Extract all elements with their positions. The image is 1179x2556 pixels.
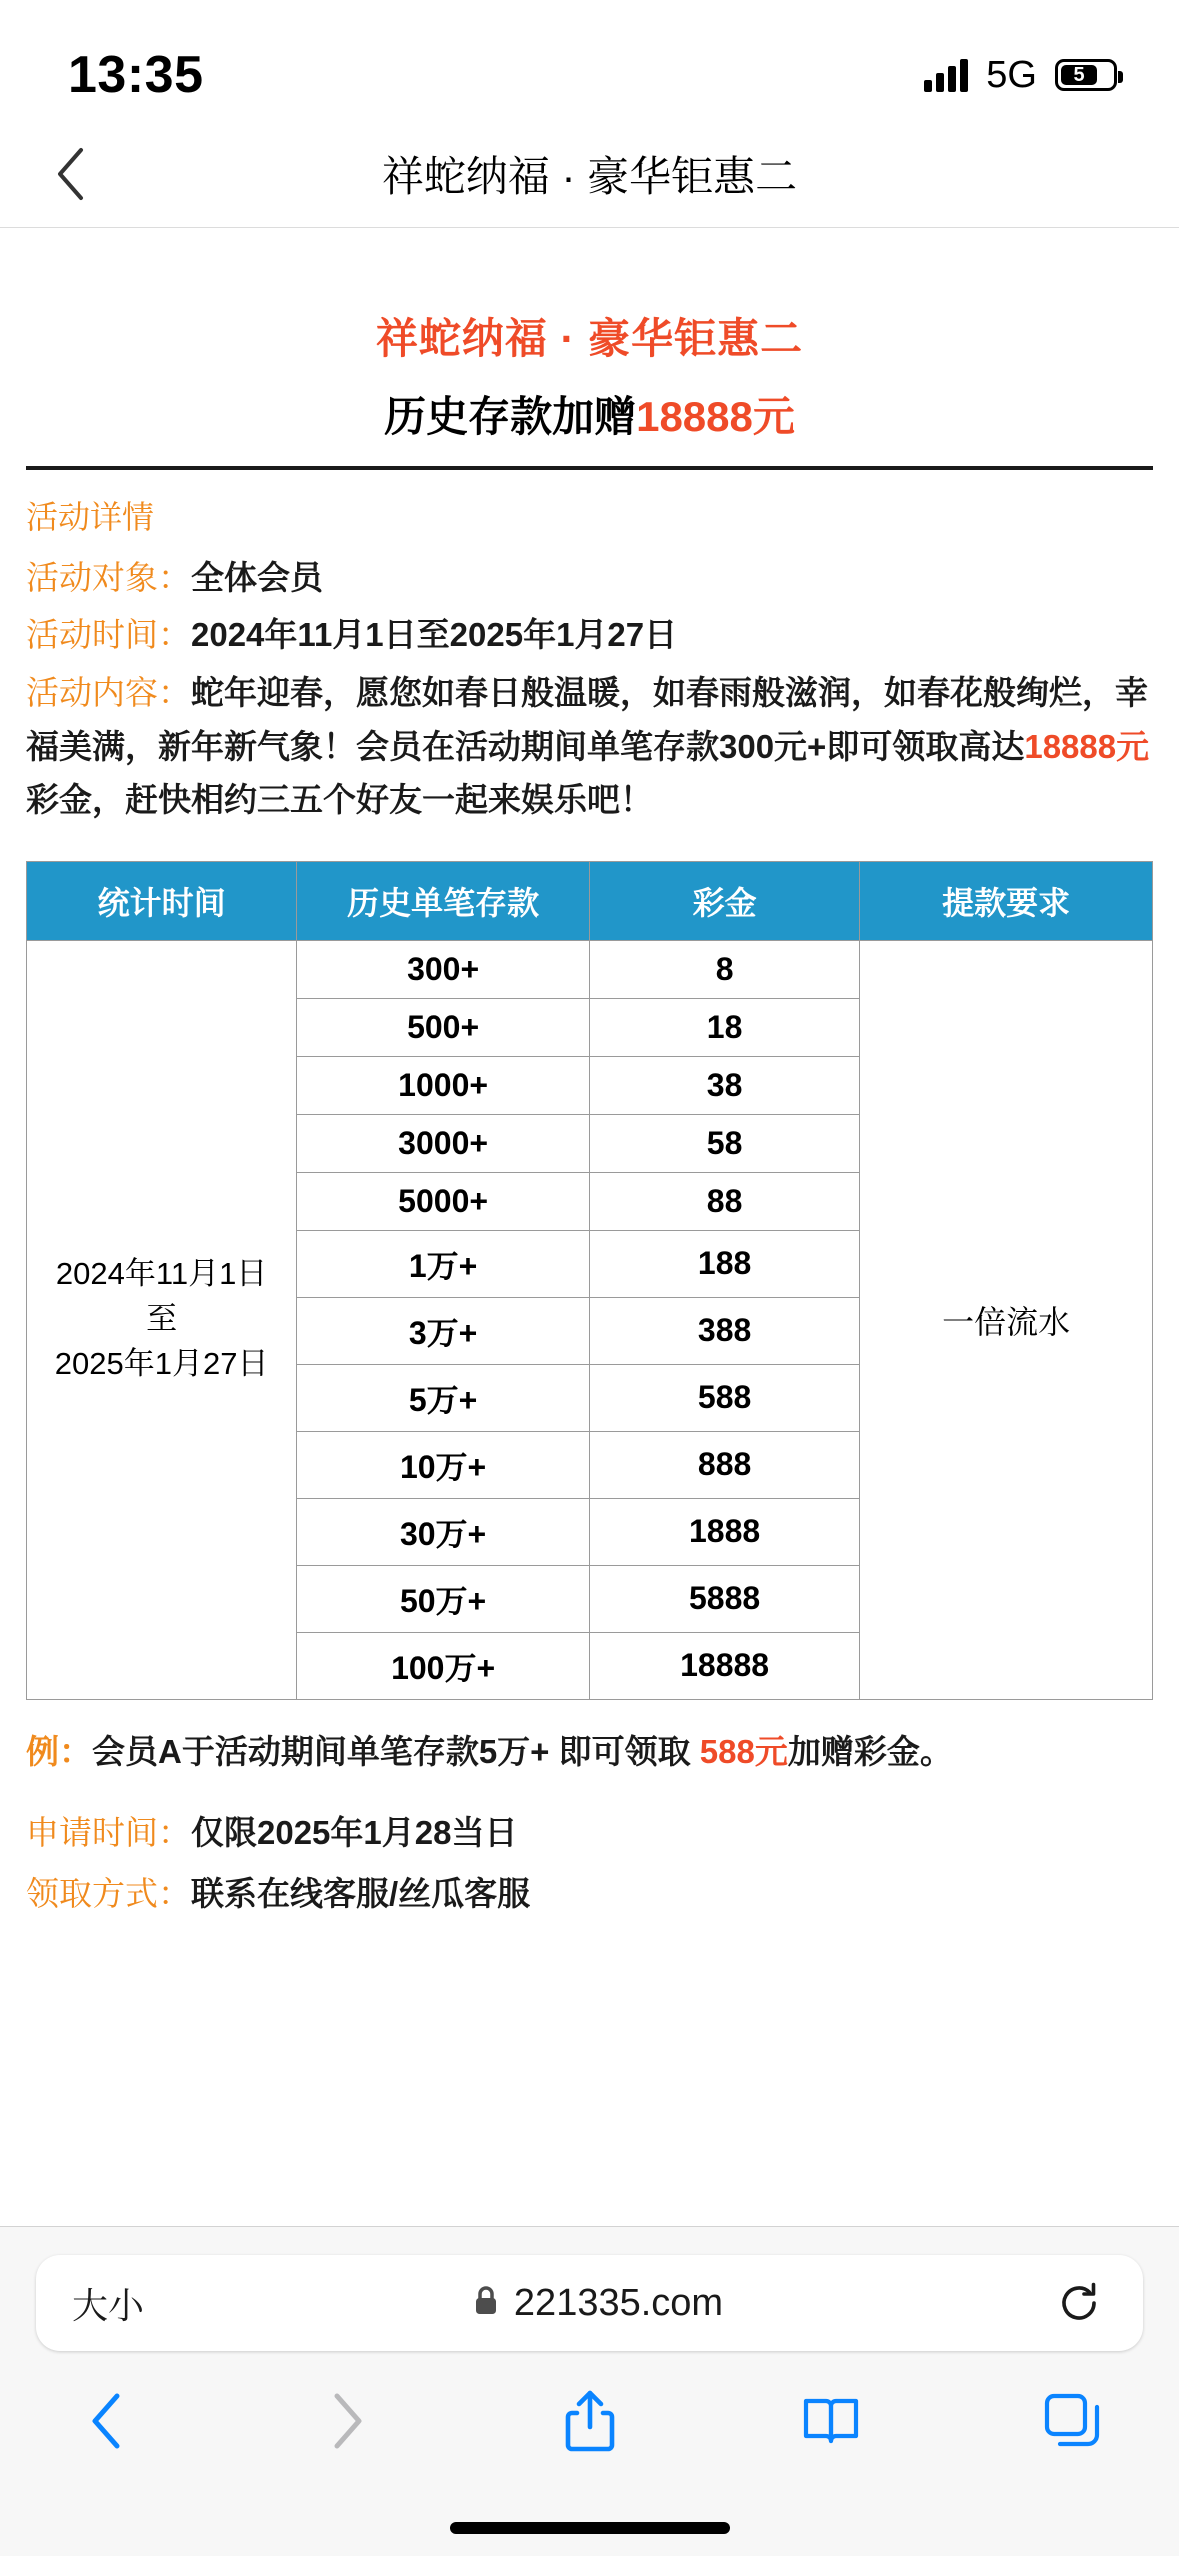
- address-bar-center[interactable]: [144, 2282, 1051, 2325]
- period-line-3: 2025年1月27日: [54, 1346, 269, 1382]
- table-cell-deposit: 100万+: [297, 1632, 590, 1699]
- promo-claim-method-value: 联系在线客服/丝瓜客服: [191, 1874, 531, 1912]
- promo-example-highlight: 588元: [699, 1732, 788, 1770]
- table-cell-bonus: 5888: [589, 1565, 859, 1632]
- table-row: [27, 940, 1153, 998]
- promo-subtitle-prefix: 历史存款加赠: [384, 393, 637, 440]
- browser-bottom-bar: [0, 2226, 1179, 2556]
- table-cell-bonus: 58: [589, 1114, 859, 1172]
- promo-content-highlight: 18888元: [1024, 727, 1150, 765]
- browser-forward-button[interactable]: [308, 2385, 388, 2457]
- promo-content-part1: 蛇年迎春，愿您如春日般温暖，如春雨般滋润，如春花般绚烂，幸福美满，新年新气象！会员在活动期间单笔存款300元+即可领取高达: [26, 674, 1148, 765]
- promo-subtitle: [26, 384, 1153, 444]
- promo-content-part2: 彩金，赶快相约三五个好友一起来娱乐吧！: [26, 781, 653, 819]
- promo-claim-method-label: 领取方式：: [26, 1874, 191, 1912]
- table-cell-period: [27, 940, 297, 1699]
- promo-row-target-label: 活动对象：: [26, 559, 191, 596]
- table-cell-deposit: 3000+: [297, 1114, 590, 1172]
- table-cell-bonus: 38: [589, 1056, 859, 1114]
- network-type-label: 5G: [986, 53, 1037, 96]
- browser-back-button[interactable]: [66, 2385, 146, 2457]
- promo-table: [26, 861, 1153, 1700]
- browser-toolbar: [0, 2351, 1179, 2457]
- page-size-label[interactable]: 大小: [72, 2284, 145, 2326]
- divider: [26, 466, 1153, 470]
- promo-apply-time-label: 申请时间：: [26, 1813, 191, 1851]
- promo-row-period: [26, 609, 1153, 660]
- page-title: 祥蛇纳福 · 豪华钜惠二: [381, 152, 798, 200]
- period-line-1: 2024年11月1日: [55, 1256, 268, 1292]
- period-line-2: 至: [146, 1301, 178, 1337]
- battery-level-label: 5: [1073, 63, 1085, 86]
- table-header-row: [27, 861, 1153, 940]
- table-cell-bonus: 188: [589, 1230, 859, 1297]
- share-icon[interactable]: [550, 2385, 630, 2457]
- table-header-bonus: 彩金: [589, 861, 859, 940]
- status-indicators: [924, 54, 1117, 97]
- table-cell-deposit: 500+: [297, 998, 590, 1056]
- promo-example-part2: 加赠彩金。: [787, 1732, 953, 1770]
- promo-apply-time: [26, 1807, 1153, 1854]
- table-cell-deposit: 3万+: [297, 1297, 590, 1364]
- table-cell-deposit: 1000+: [297, 1056, 590, 1114]
- promo-row-target: [26, 552, 1153, 603]
- promo-title: 祥蛇纳福 · 豪华钜惠二: [375, 315, 804, 362]
- book-icon[interactable]: [791, 2385, 871, 2457]
- page-nav-bar: [0, 120, 1179, 228]
- table-cell-bonus: 388: [589, 1297, 859, 1364]
- promo-apply-time-value: 仅限2025年1月28当日: [191, 1813, 518, 1851]
- table-cell-bonus: 18888: [589, 1632, 859, 1699]
- table-cell-deposit: 5万+: [297, 1364, 590, 1431]
- lock-icon: [472, 2284, 500, 2323]
- table-cell-bonus: 18: [589, 998, 859, 1056]
- table-cell-deposit: 300+: [297, 940, 590, 998]
- table-cell-bonus: 88: [589, 1172, 859, 1230]
- cellular-bars-icon: [924, 58, 968, 92]
- promo-subtitle-amount: 18888: [636, 393, 753, 440]
- table-header-deposit: 历史单笔存款: [297, 861, 590, 940]
- table-cell-deposit: 1万+: [297, 1230, 590, 1297]
- url-text[interactable]: 221335.com: [513, 2281, 724, 2324]
- table-cell-deposit: 5000+: [297, 1172, 590, 1230]
- promo-content-label: 活动内容：: [26, 674, 191, 712]
- table-cell-withdraw: 一倍流水: [860, 940, 1153, 1699]
- table-header-period: 统计时间: [27, 861, 297, 940]
- status-time: 13:35: [68, 46, 204, 104]
- home-indicator: [450, 2522, 730, 2534]
- table-cell-bonus: 888: [589, 1431, 859, 1498]
- promo-detail-heading: 活动详情: [26, 499, 155, 535]
- table-header-withdraw: 提款要求: [860, 861, 1153, 940]
- promo-subtitle-suffix: 元: [752, 393, 795, 440]
- battery-icon: [1055, 59, 1117, 91]
- promo-example: [26, 1726, 1153, 1773]
- table-cell-deposit: 50万+: [297, 1565, 590, 1632]
- address-bar[interactable]: [36, 2255, 1143, 2351]
- table-cell-bonus: 8: [589, 940, 859, 998]
- promo-row-period-value: 2024年11月1日至2025年1月27日: [191, 616, 678, 654]
- chevron-left-icon[interactable]: [40, 144, 100, 204]
- reload-icon[interactable]: [1051, 2275, 1107, 2331]
- promo-row-target-value: 全体会员: [191, 559, 323, 596]
- table-cell-bonus: 1888: [589, 1498, 859, 1565]
- table-cell-deposit: 10万+: [297, 1431, 590, 1498]
- promo-example-label: 例：: [26, 1732, 92, 1770]
- table-cell-deposit: 30万+: [297, 1498, 590, 1565]
- promo-row-period-label: 活动时间：: [26, 616, 191, 654]
- promo-claim-method: [26, 1868, 1153, 1915]
- promo-content-paragraph: [26, 666, 1153, 826]
- tabs-icon[interactable]: [1033, 2385, 1113, 2457]
- promo-content: [0, 228, 1179, 1915]
- table-cell-bonus: 588: [589, 1364, 859, 1431]
- status-bar: [0, 0, 1179, 120]
- promo-example-part1: 会员A于活动期间单笔存款5万+ 即可领取: [92, 1732, 700, 1770]
